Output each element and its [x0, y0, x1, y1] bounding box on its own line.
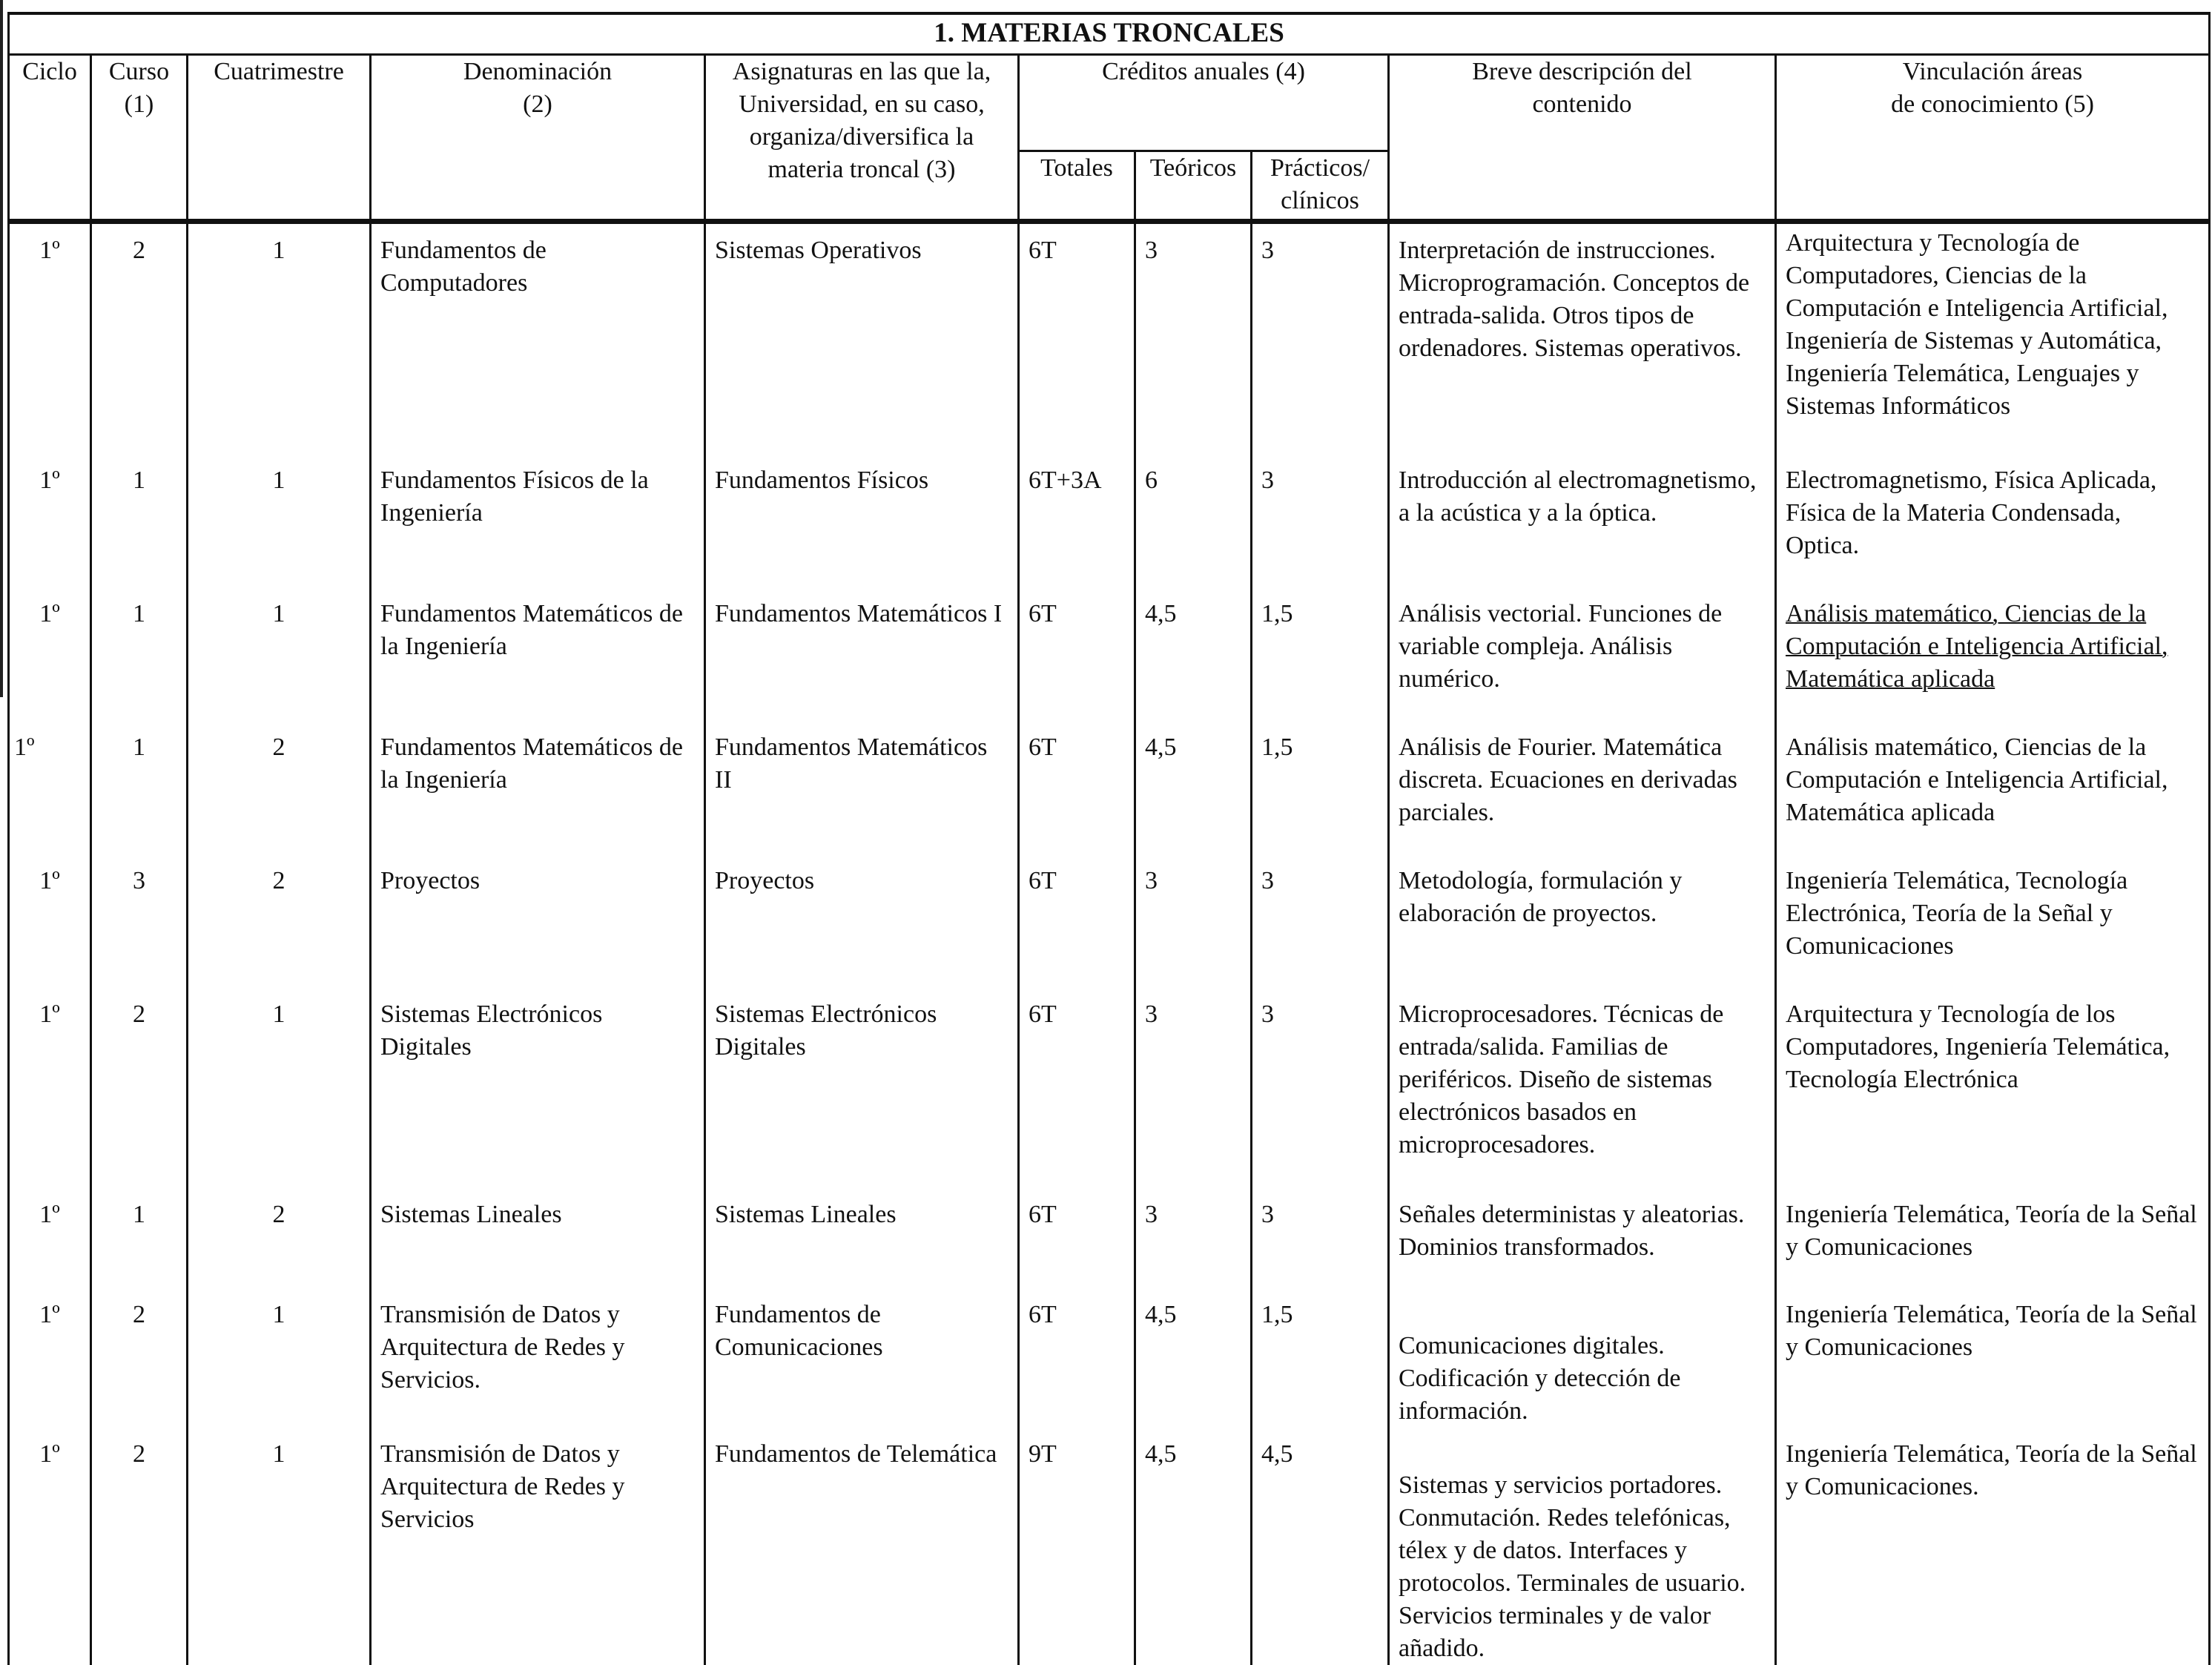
- cell-curso: 2: [91, 1288, 188, 1428]
- cell-vinculacion: Ingeniería Telemática, Teoría de la Señal y Comunicaciones.: [1776, 1428, 2210, 1665]
- cell-totales: 6T: [1019, 1188, 1135, 1288]
- cell-practicos: 3: [1252, 1188, 1389, 1288]
- cell-curso: 1: [91, 454, 188, 587]
- cell-practicos: 3: [1252, 988, 1389, 1188]
- cell-totales: 6T: [1019, 224, 1135, 454]
- cell-vinculacion: Ingeniería Telemática, Tecnología Electrónica, Teoría de la Señal y Comunicaciones: [1776, 854, 2210, 988]
- cell-ciclo: 1º: [9, 454, 91, 587]
- cell-cuatrimestre: 2: [188, 854, 371, 988]
- cell-asignatura: Sistemas Electrónicos Digitales: [705, 988, 1019, 1188]
- cell-descripcion: Señales deterministas y aleatorias. Dominios transformados.: [1389, 1188, 1776, 1288]
- cell-denominacion: Transmisión de Datos y Arquitectura de Redes y Servicios: [371, 1428, 705, 1665]
- cell-asignatura: Fundamentos Físicos: [705, 454, 1019, 587]
- cell-ciclo: 1º: [9, 587, 91, 721]
- cell-vinculacion: Arquitectura y Tecnología de Computadores, Ciencias de la Computación e Inteligencia Artificial, Ingeniería de Sistemas y Automática, Ingeniería Telemática, Lenguajes y Sistemas Informáticos: [1776, 224, 2210, 454]
- table-row: [9, 1288, 2210, 1428]
- header-teoricos: Teóricos: [1135, 151, 1252, 221]
- cell-curso: 2: [91, 988, 188, 1188]
- cell-curso: 2: [91, 224, 188, 454]
- table-row: [9, 1428, 2210, 1665]
- cell-teoricos: 4,5: [1135, 587, 1252, 721]
- cell-ciclo: 1º: [9, 1288, 91, 1428]
- cell-teoricos: 3: [1135, 224, 1252, 454]
- cell-totales: 6T: [1019, 1288, 1135, 1428]
- cell-totales: 9T: [1019, 1428, 1135, 1665]
- cell-descripcion: Análisis vectorial. Funciones de variable compleja. Análisis numérico.: [1389, 587, 1776, 721]
- cell-descripcion: Interpretación de instrucciones. Microprogramación. Conceptos de entrada-salida. Otros tipos de ordenadores. Sistemas operativos.: [1389, 224, 1776, 454]
- cell-ciclo: 1º: [9, 988, 91, 1188]
- cell-vinculacion: Ingeniería Telemática, Teoría de la Señal y Comunicaciones: [1776, 1288, 2210, 1428]
- cell-denominacion: Fundamentos Físicos de la Ingeniería: [371, 454, 705, 587]
- header-creditos: Créditos anuales (4): [1019, 55, 1389, 151]
- table-row: [9, 1188, 2210, 1288]
- cell-asignatura: Fundamentos de Telemática: [705, 1428, 1019, 1665]
- cell-teoricos: 4,5: [1135, 1288, 1252, 1428]
- cell-practicos: 1,5: [1252, 721, 1389, 854]
- left-margin-rule: [0, 0, 3, 697]
- cell-teoricos: 3: [1135, 988, 1252, 1188]
- cell-totales: 6T: [1019, 587, 1135, 721]
- table-row: [9, 721, 2210, 854]
- cell-cuatrimestre: 1: [188, 454, 371, 587]
- cell-vinculacion: Análisis matemático, Ciencias de la Computación e Inteligencia Artificial, Matemática aplicada: [1776, 721, 2210, 854]
- cell-asignatura: Fundamentos Matemáticos II: [705, 721, 1019, 854]
- cell-curso: 1: [91, 1188, 188, 1288]
- cell-asignatura: Fundamentos Matemáticos I: [705, 587, 1019, 721]
- cell-cuatrimestre: 1: [188, 1288, 371, 1428]
- cell-vinculacion: Electromagnetismo, Física Aplicada, Física de la Materia Condensada, Optica.: [1776, 454, 2210, 587]
- cell-ciclo: 1º: [9, 854, 91, 988]
- cell-totales: 6T: [1019, 721, 1135, 854]
- cell-vinculacion: Ingeniería Telemática, Teoría de la Señal y Comunicaciones: [1776, 1188, 2210, 1288]
- cell-totales: 6T: [1019, 988, 1135, 1188]
- cell-cuatrimestre: 1: [188, 988, 371, 1188]
- cell-totales: 6T+3A: [1019, 454, 1135, 587]
- cell-practicos: 3: [1252, 854, 1389, 988]
- cell-curso: 1: [91, 587, 188, 721]
- cell-denominacion: Fundamentos Matemáticos de la Ingeniería: [371, 721, 705, 854]
- cell-teoricos: 6: [1135, 454, 1252, 587]
- cell-practicos: 1,5: [1252, 1288, 1389, 1428]
- cell-totales: 6T: [1019, 854, 1135, 988]
- cell-descripcion: Introducción al electromagnetismo, a la acústica y a la óptica.: [1389, 454, 1776, 587]
- header-asignaturas: Asignaturas en las que la, Universidad, en su caso, organiza/diversifica la materia troncal (3): [705, 55, 1019, 222]
- cell-teoricos: 3: [1135, 1188, 1252, 1288]
- cell-ciclo: 1º: [9, 721, 91, 854]
- cell-cuatrimestre: 2: [188, 721, 371, 854]
- cell-ciclo: 1º: [9, 224, 91, 454]
- cell-descripcion: Metodología, formulación y elaboración de proyectos.: [1389, 854, 1776, 988]
- cell-descripcion: Microprocesadores. Técnicas de entrada/salida. Familias de periféricos. Diseño de sistemas electrónicos basados en microprocesadores.: [1389, 988, 1776, 1188]
- cell-teoricos: 3: [1135, 854, 1252, 988]
- header-descripcion: Breve descripción del contenido: [1389, 55, 1776, 222]
- header-denominacion: Denominación (2): [371, 55, 705, 222]
- cell-denominacion: Fundamentos Matemáticos de la Ingeniería: [371, 587, 705, 721]
- table-row: [9, 854, 2210, 988]
- cell-denominacion: Fundamentos de Computadores: [371, 224, 705, 454]
- vinculacion-text: Análisis matemático, Ciencias de la Computación e Inteligencia Artificial, Matemática aplicada: [1786, 600, 2168, 693]
- header-cuatrimestre: Cuatrimestre: [188, 55, 371, 222]
- cell-descripcion: Sistemas y servicios portadores. Conmutación. Redes telefónicas, télex y de datos. Interfaces y protocolos. Terminales de usuario. Servicios terminales y de valor añadido.: [1389, 1428, 1776, 1665]
- cell-curso: 2: [91, 1428, 188, 1665]
- cell-denominacion: Proyectos: [371, 854, 705, 988]
- cell-denominacion: Sistemas Electrónicos Digitales: [371, 988, 705, 1188]
- header-curso: Curso (1): [91, 55, 188, 222]
- header-ciclo: Ciclo: [9, 55, 91, 222]
- cell-asignatura: Sistemas Operativos: [705, 224, 1019, 454]
- cell-ciclo: 1º: [9, 1188, 91, 1288]
- cell-practicos: 1,5: [1252, 587, 1389, 721]
- cell-practicos: 3: [1252, 454, 1389, 587]
- table-row: [9, 587, 2210, 721]
- cell-cuatrimestre: 1: [188, 1428, 371, 1665]
- cell-denominacion: Transmisión de Datos y Arquitectura de Redes y Servicios.: [371, 1288, 705, 1428]
- header-practicos: Prácticos/ clínicos: [1252, 151, 1389, 221]
- table-row: [9, 454, 2210, 587]
- cell-asignatura: Sistemas Lineales: [705, 1188, 1019, 1288]
- materias-troncales-table: [7, 12, 2211, 1665]
- cell-vinculacion: Arquitectura y Tecnología de los Computadores, Ingeniería Telemática, Tecnología Electrónica: [1776, 988, 2210, 1188]
- cell-descripcion: Análisis de Fourier. Matemática discreta. Ecuaciones en derivadas parciales.: [1389, 721, 1776, 854]
- cell-denominacion: Sistemas Lineales: [371, 1188, 705, 1288]
- cell-cuatrimestre: 2: [188, 1188, 371, 1288]
- header-totales: Totales: [1019, 151, 1135, 221]
- cell-vinculacion: [1776, 587, 2210, 721]
- cell-ciclo: 1º: [9, 1428, 91, 1665]
- cell-teoricos: 4,5: [1135, 721, 1252, 854]
- cell-asignatura: Proyectos: [705, 854, 1019, 988]
- cell-descripcion: Comunicaciones digitales. Codificación y detección de información.: [1389, 1288, 1776, 1428]
- cell-asignatura: Fundamentos de Comunicaciones: [705, 1288, 1019, 1428]
- table-row: [9, 224, 2210, 454]
- cell-cuatrimestre: 1: [188, 587, 371, 721]
- header-vinculacion: Vinculación áreas de conocimiento (5): [1776, 55, 2210, 222]
- cell-curso: 1: [91, 721, 188, 854]
- table-row: [9, 988, 2210, 1188]
- table-title: 1. MATERIAS TRONCALES: [9, 13, 2210, 55]
- cell-cuatrimestre: 1: [188, 224, 371, 454]
- cell-practicos: 4,5: [1252, 1428, 1389, 1665]
- cell-curso: 3: [91, 854, 188, 988]
- cell-teoricos: 4,5: [1135, 1428, 1252, 1665]
- cell-practicos: 3: [1252, 224, 1389, 454]
